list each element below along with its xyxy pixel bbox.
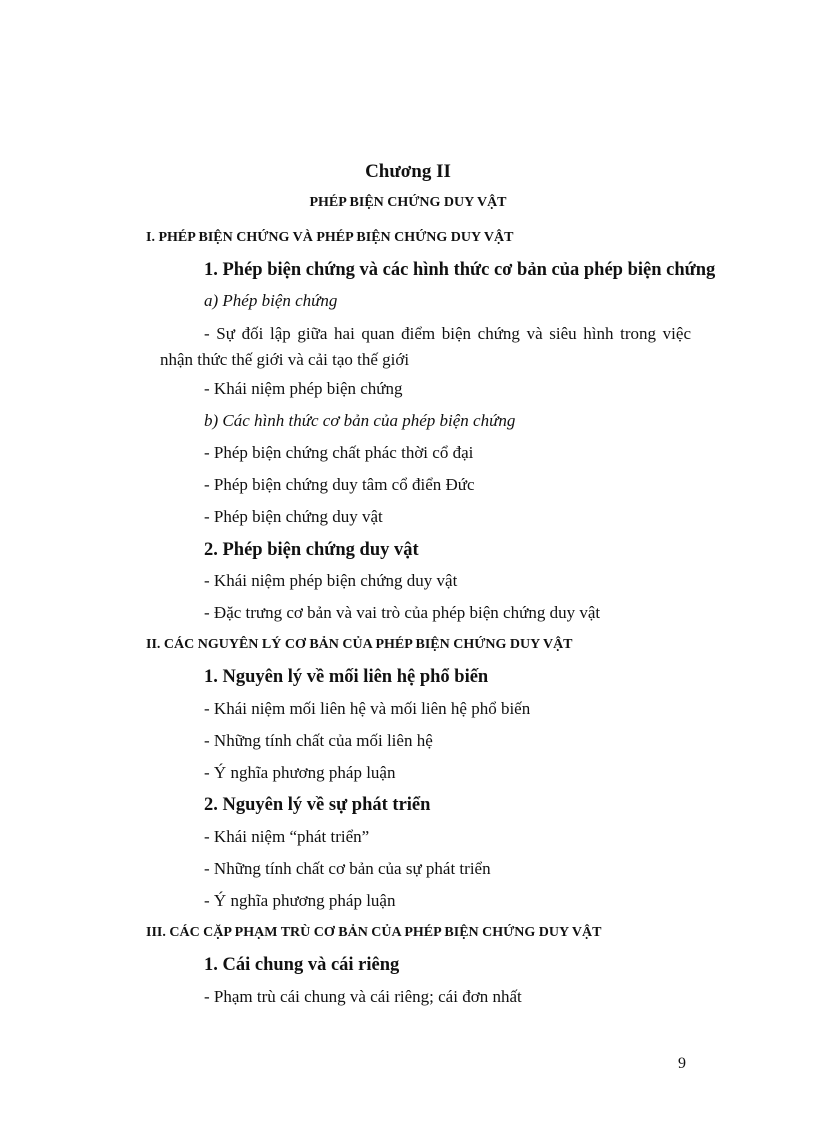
section-2-sub-1-heading: 1. Nguyên lý về mối liên hệ phổ biến — [204, 667, 489, 687]
list-item: - Khái niệm phép biện chứng — [204, 379, 403, 398]
list-item: - Khái niệm phép biện chứng duy vật — [204, 571, 458, 590]
list-item: - Phép biện chứng duy tâm cổ điển Đức — [204, 475, 475, 494]
section-1-sub-2-heading: 2. Phép biện chứng duy vật — [204, 540, 419, 560]
list-item: - Đặc trưng cơ bản và vai trò của phép biện chứng duy vật — [204, 603, 601, 622]
list-item: - Ý nghĩa phương pháp luận — [204, 763, 396, 782]
section-1-heading: I. PHÉP BIỆN CHỨNG VÀ PHÉP BIỆN CHỨNG DUY VẬT — [146, 230, 514, 245]
chapter-label: Chương II — [365, 161, 451, 182]
section-3-heading: III. CÁC CẶP PHẠM TRÙ CƠ BẢN CỦA PHÉP BIỆN CHỨNG DUY VẬT — [146, 925, 602, 940]
list-item: - Những tính chất của mối liên hệ — [204, 731, 433, 750]
list-item: - Khái niệm mối liên hệ và mối liên hệ phổ biến — [204, 699, 531, 718]
list-item: - Phép biện chứng chất phác thời cổ đại — [204, 443, 474, 462]
section-2-sub-2-heading: 2. Nguyên lý về sự phát triển — [204, 795, 431, 815]
part-b-heading: b) Các hình thức cơ bản của phép biện chứng — [204, 411, 516, 430]
chapter-title: PHÉP BIỆN CHỨNG DUY VẬT — [309, 195, 507, 210]
list-item: - Khái niệm “phát triển” — [204, 827, 370, 846]
list-item: - Phép biện chứng duy vật — [204, 507, 383, 526]
paragraph-item: - Sự đối lập giữa hai quan điểm biện chứng và siêu hình trong việc nhận thức thế giới và cải tạo thế giới — [160, 324, 691, 369]
list-item: - Phạm trù cái chung và cái riêng; cái đơn nhất — [204, 987, 522, 1006]
list-item: - Ý nghĩa phương pháp luận — [204, 891, 396, 910]
page-number: 9 — [678, 1055, 686, 1072]
section-3-sub-1-heading: 1. Cái chung và cái riêng — [204, 955, 400, 975]
list-item: - Những tính chất cơ bản của sự phát triển — [204, 859, 491, 878]
section-2-heading: II. CÁC NGUYÊN LÝ CƠ BẢN CỦA PHÉP BIỆN CHỨNG DUY VẬT — [146, 637, 573, 652]
section-1-sub-1-heading: 1. Phép biện chứng và các hình thức cơ bản của phép biện chứng — [204, 260, 716, 280]
part-a-heading: a) Phép biện chứng — [204, 291, 338, 310]
